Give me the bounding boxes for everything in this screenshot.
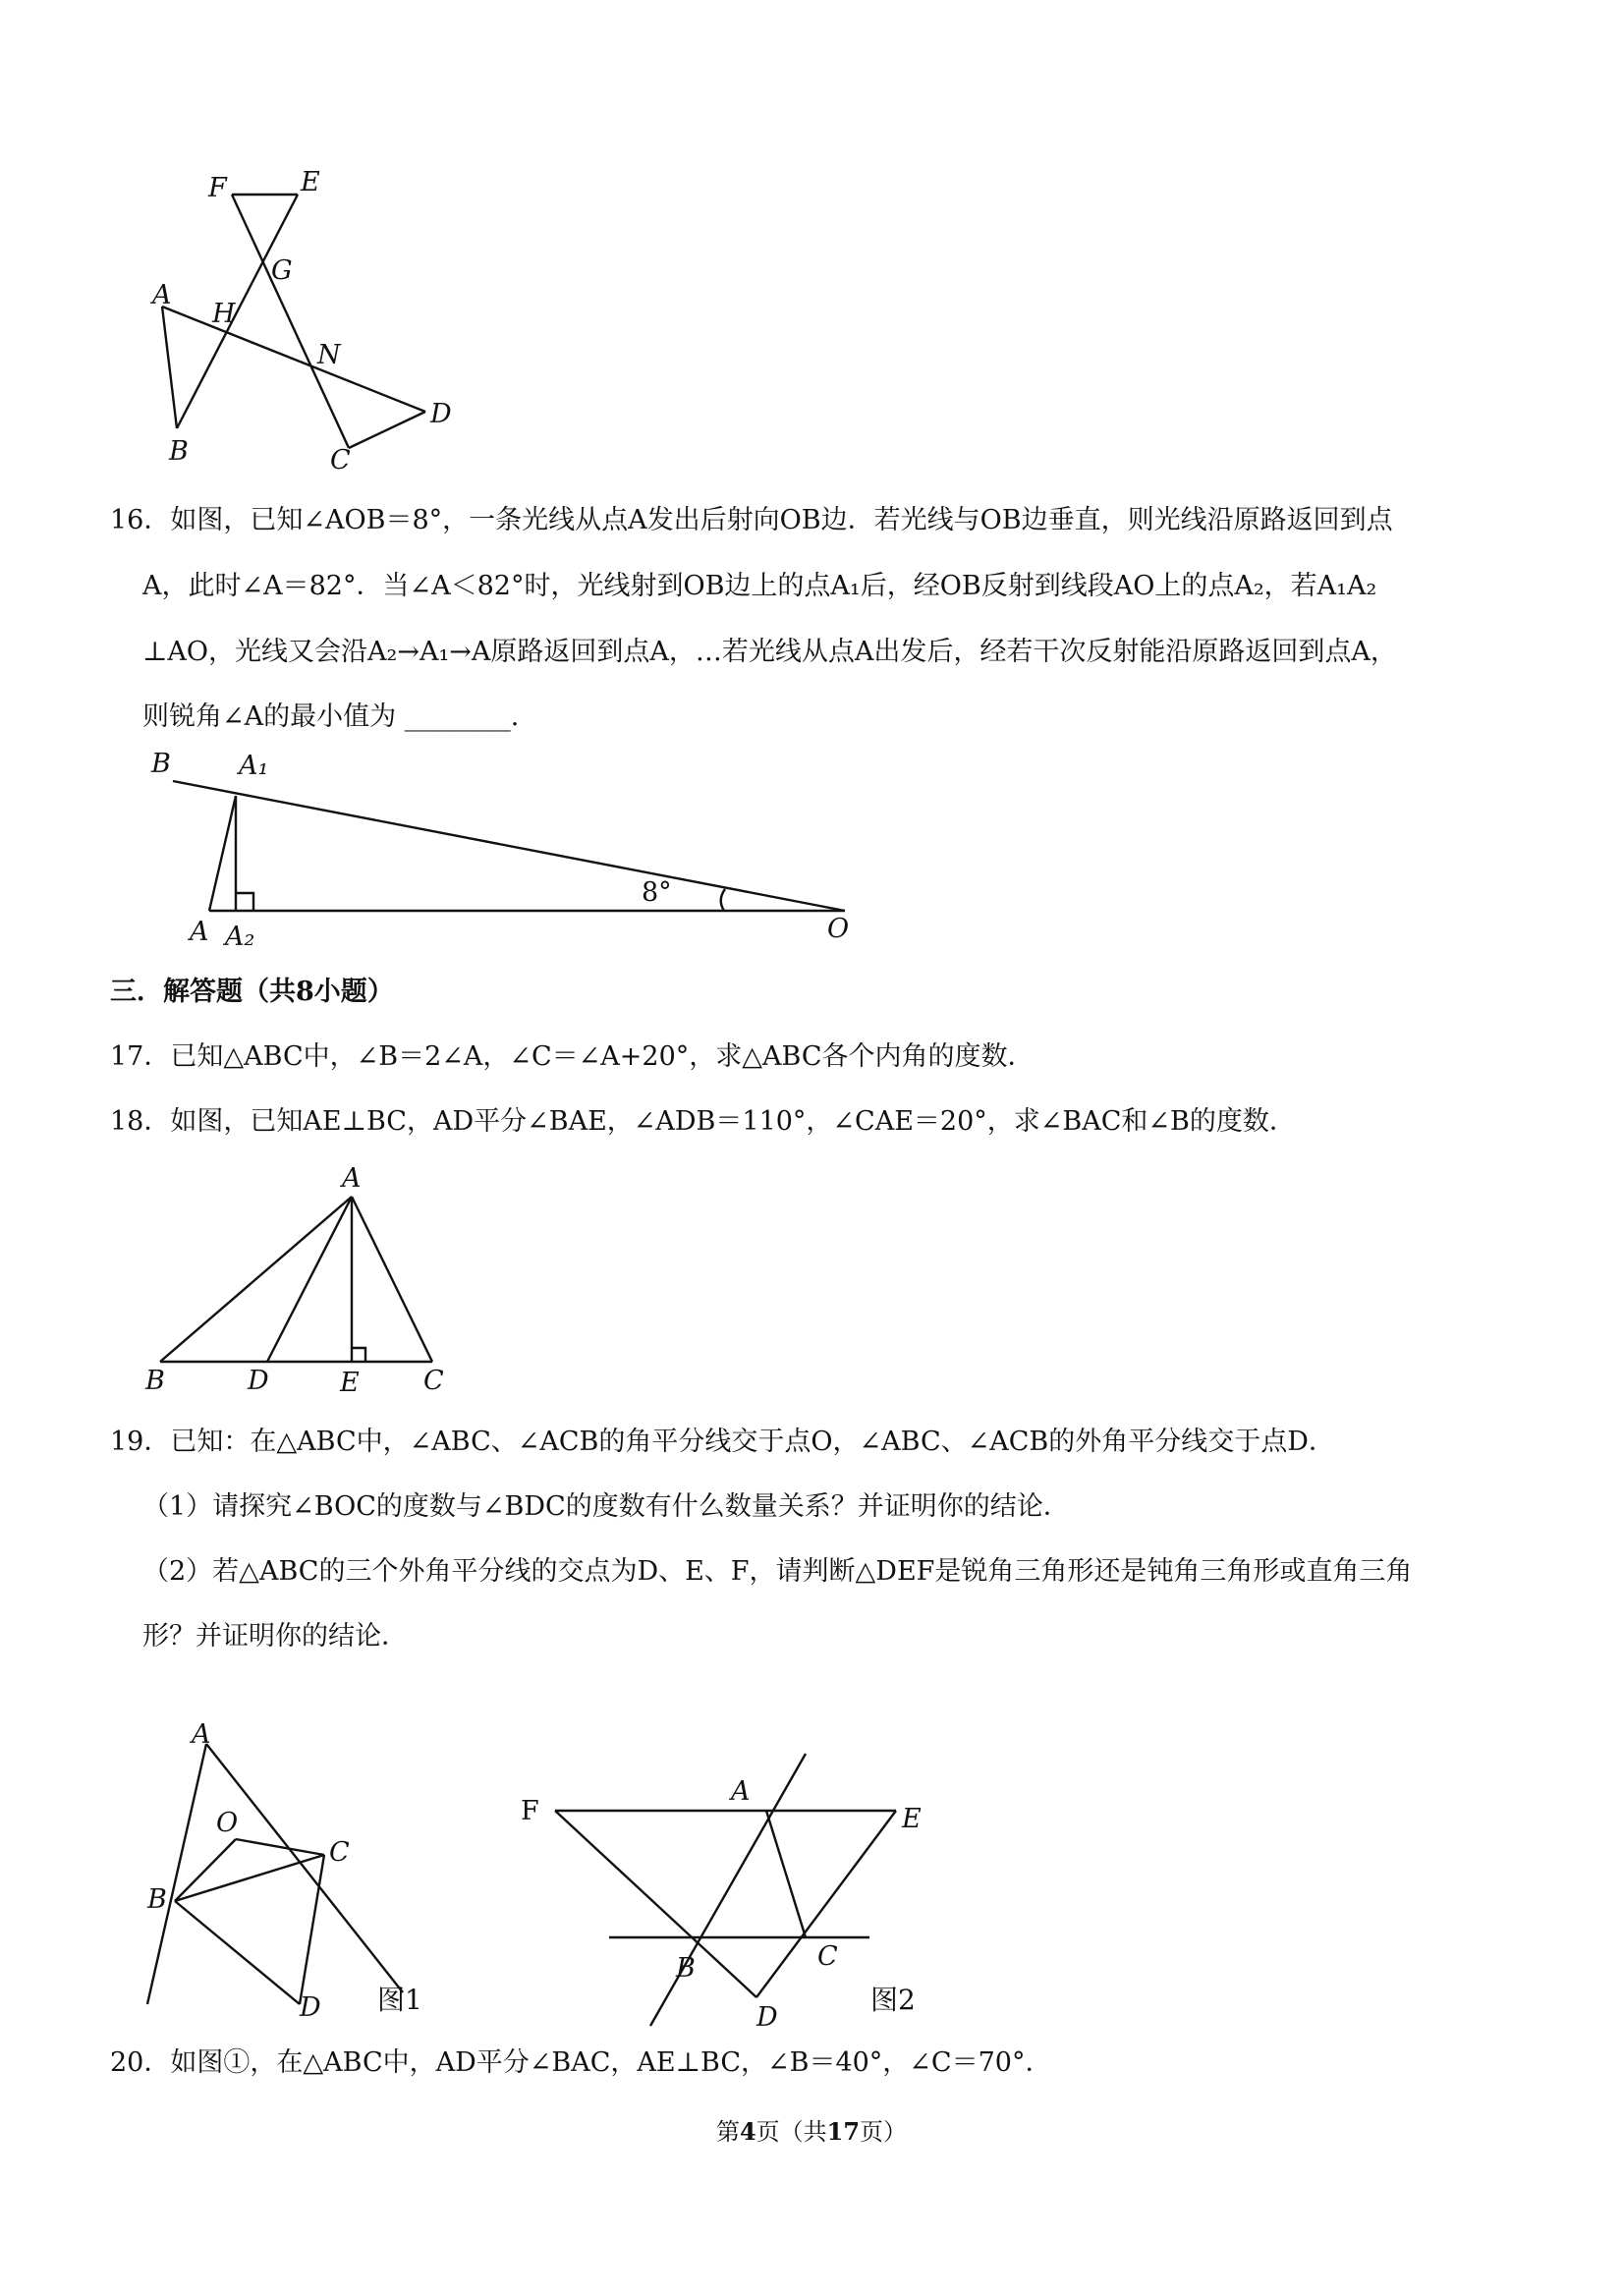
q17-text: 17．已知△ABC中，∠B＝2∠A，∠C＝∠A+20°，求△ABC各个内角的度数．	[110, 1041, 1035, 1072]
label-A: A	[152, 280, 172, 310]
label-C: C	[423, 1366, 444, 1396]
label-F: F	[208, 173, 227, 203]
label-C: C	[329, 1837, 350, 1868]
page-footer	[0, 2112, 1623, 2147]
label-A: A	[190, 917, 209, 947]
q19-part2-line1: （2）若△ABC的三个外角平分线的交点为D、E、F，请判断△DEF是锐角三角形还是钝角三角形或直角三角	[142, 1556, 1413, 1587]
q16-line-4: 则锐角∠A的最小值为 ________.	[142, 701, 520, 732]
q18-text: 18．如图，已知AE⊥BC，AD平分∠BAE，∠ADB＝110°，∠CAE＝20°，求∠BAC和∠B的度数．	[110, 1106, 1296, 1137]
label-C: C	[330, 445, 351, 476]
q16-line-1: 16．如图，已知∠AOB＝8°，一条光线从点A发出后射向OB边．若光线与OB边垂直，则光线沿原路返回到点	[110, 505, 1393, 535]
footer-mid: 页（共	[756, 2118, 827, 2146]
label-F: F	[521, 1796, 539, 1826]
label-D: D	[300, 1992, 321, 2023]
footer-suffix: 页）	[860, 2118, 908, 2146]
label-B: B	[169, 436, 189, 467]
label-E: E	[902, 1804, 922, 1834]
label-D: D	[430, 399, 452, 429]
label-B: B	[676, 1953, 696, 1984]
q16-line-2: A，此时∠A＝82°．当∠A＜82°时，光线射到OB边上的点A₁后，经OB反射到线段AO上的点A₂，若A₁A₂	[142, 571, 1377, 601]
label-N: N	[317, 340, 341, 370]
label-G: G	[271, 255, 293, 286]
label-H: H	[212, 299, 236, 329]
q19-part2-line2: 形？并证明你的结论．	[142, 1621, 408, 1652]
figure-caption-2: 图2	[870, 1984, 916, 2016]
label-C: C	[817, 1941, 838, 1972]
q20-text: 20．如图①，在△ABC中，AD平分∠BAC，AE⊥BC，∠B＝40°，∠C＝70°．	[110, 2047, 1052, 2078]
label-E: E	[340, 1368, 360, 1398]
label-A2: A₂	[225, 922, 255, 952]
label-D: D	[248, 1366, 269, 1396]
label-O: O	[827, 914, 850, 944]
footer-total-pages: 17	[826, 2117, 861, 2146]
label-B: B	[151, 749, 171, 779]
label-A: A	[342, 1163, 362, 1194]
label-D: D	[756, 2002, 778, 2033]
label-O: O	[216, 1808, 239, 1838]
footer-page-number: 4	[739, 2117, 756, 2146]
q19-intro: 19．已知：在△ABC中，∠ABC、∠ACB的角平分线交于点O，∠ABC、∠ACB的外角平分线交于点D．	[110, 1427, 1335, 1457]
label-A: A	[731, 1776, 751, 1807]
label-E: E	[301, 167, 320, 197]
section-3-title: 三．解答题（共8小题）	[110, 977, 394, 1007]
label-angle-8: 8°	[642, 877, 672, 908]
figure-caption-1: 图1	[377, 1984, 422, 2016]
label-A1: A₁	[239, 751, 269, 781]
label-A: A	[192, 1719, 211, 1750]
q16-line-3: ⊥AO，光线又会沿A₂→A₁→A原路返回到点A，…若光线从点A出发后，经若干次反射能沿原路返回到点A，	[142, 637, 1397, 667]
label-B: B	[145, 1366, 165, 1396]
footer-prefix: 第	[715, 2118, 740, 2146]
q19-part1: （1）请探究∠BOC的度数与∠BDC的度数有什么数量关系？并证明你的结论．	[142, 1491, 1070, 1522]
label-B: B	[147, 1884, 167, 1915]
